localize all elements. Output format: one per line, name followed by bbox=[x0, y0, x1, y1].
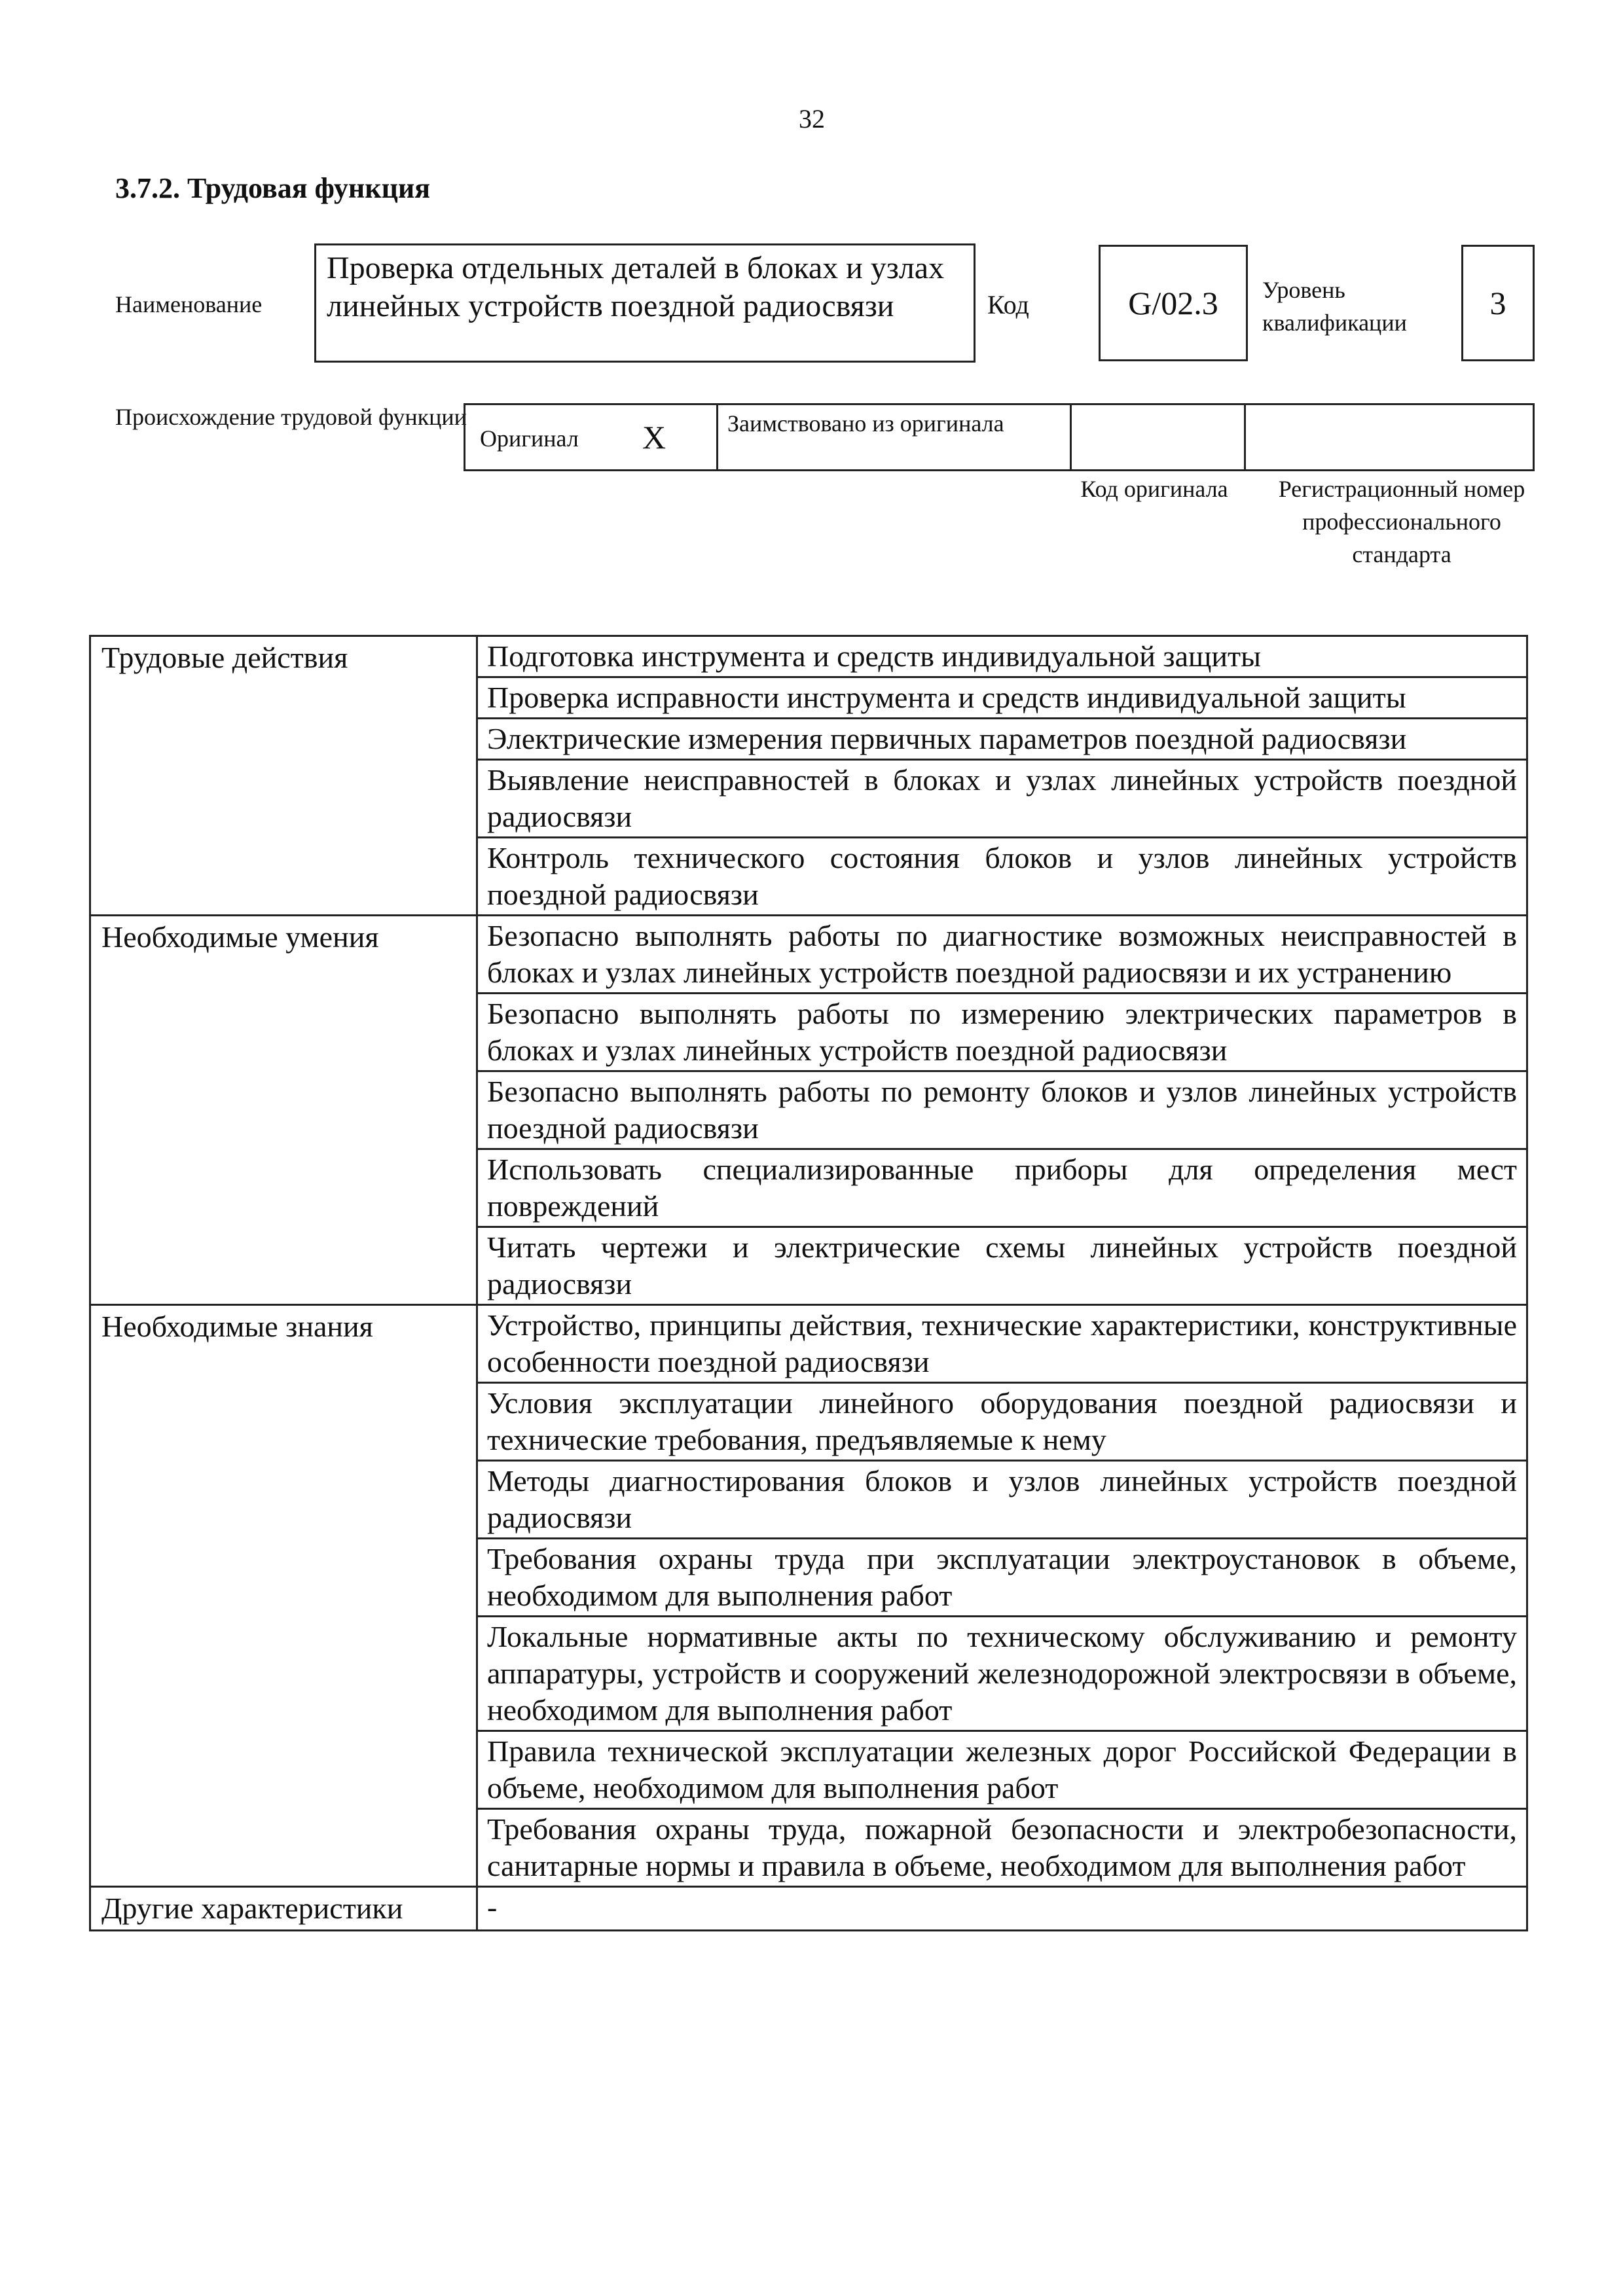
other-value: - bbox=[477, 1887, 1527, 1931]
knowledge-item: Требования охраны труда при эксплуатации электроустановок в объеме, необходимом для выполнения работ bbox=[477, 1539, 1527, 1617]
section-title: 3.7.2. Трудовая функция bbox=[115, 172, 431, 204]
labor-function-table bbox=[89, 635, 1528, 1931]
origin-regnum-cell bbox=[1246, 405, 1533, 469]
level-label-line2: квалификации bbox=[1262, 310, 1407, 336]
action-item: Выявление неисправностей в блоках и узлах линейных устройств поездной радиосвязи bbox=[477, 760, 1527, 838]
origin-borrowed-label: Заимствовано из оригинала bbox=[727, 410, 1004, 437]
skill-item: Безопасно выполнять работы по измерению электрических параметров в блоках и узлах линейных устройств поездной радиосвязи bbox=[477, 994, 1527, 1071]
actions-label: Трудовые действия bbox=[90, 636, 477, 916]
origin-original-mark: X bbox=[642, 419, 666, 456]
table-row bbox=[90, 636, 1527, 677]
knowledge-item: Устройство, принципы действия, технические характеристики, конструктивные особенности поездной радиосвязи bbox=[477, 1305, 1527, 1383]
origin-code-cell bbox=[1072, 405, 1246, 469]
skill-item: Использовать специализированные приборы для определения мест повреждений bbox=[477, 1149, 1527, 1227]
origin-original-cell bbox=[465, 405, 718, 469]
other-label: Другие характеристики bbox=[90, 1887, 477, 1931]
knowledge-item: Локальные нормативные акты по техническому обслуживанию и ремонту аппаратуры, устройств и сооружений железнодорожной электросвязи в объеме, необходимом для выполнения работ bbox=[477, 1617, 1527, 1731]
origin-regnum-caption: Регистрационный номер профессионального стандарта bbox=[1278, 476, 1525, 567]
table-row bbox=[90, 916, 1527, 994]
skills-label: Необходимые умения bbox=[90, 916, 477, 1305]
level-label-line1: Уровень bbox=[1262, 277, 1345, 303]
action-item: Подготовка инструмента и средств индивидуальной защиты bbox=[477, 636, 1527, 677]
knowledge-item: Условия эксплуатации линейного оборудования поездной радиосвязи и технические требования, предъявляемые к нему bbox=[477, 1383, 1527, 1461]
qualification-level-value: 3 bbox=[1461, 245, 1535, 361]
origin-borrowed-cell bbox=[718, 405, 1072, 469]
knowledge-item: Методы диагностирования блоков и узлов линейных устройств поездной радиосвязи bbox=[477, 1461, 1527, 1539]
skill-item: Безопасно выполнять работы по диагностике возможных неисправностей в блоках и узлах линейных устройств поездной радиосвязи и их устранению bbox=[477, 916, 1527, 994]
qualification-level-label bbox=[1262, 274, 1407, 339]
origin-code-caption: Код оригинала bbox=[1080, 476, 1228, 502]
origin-original-label: Оригинал bbox=[480, 425, 579, 452]
origin-row bbox=[464, 403, 1535, 471]
name-label: Наименование bbox=[115, 291, 263, 317]
knowledge-item: Требования охраны труда, пожарной безопасности и электробезопасности, санитарные нормы и правила в объеме, необходимом для выполнения работ bbox=[477, 1809, 1527, 1887]
action-item: Контроль технического состояния блоков и узлов линейных устройств поездной радиосвязи bbox=[477, 838, 1527, 916]
knowledge-label: Необходимые знания bbox=[90, 1305, 477, 1887]
code-value: G/02.3 bbox=[1099, 245, 1248, 361]
table-row bbox=[90, 1305, 1527, 1383]
action-item: Электрические измерения первичных параметров поездной радиосвязи bbox=[477, 719, 1527, 760]
name-value: Проверка отдельных деталей в блоках и узлах линейных устройств поездной радиосвязи bbox=[314, 243, 976, 363]
origin-label: Происхождение трудовой функции bbox=[115, 404, 467, 430]
page-number: 32 bbox=[799, 104, 825, 134]
knowledge-item: Правила технической эксплуатации железных дорог Российской Федерации в объеме, необходимом для выполнения работ bbox=[477, 1731, 1527, 1809]
skill-item: Безопасно выполнять работы по ремонту блоков и узлов линейных устройств поездной радиосвязи bbox=[477, 1071, 1527, 1149]
skill-item: Читать чертежи и электрические схемы линейных устройств поездной радиосвязи bbox=[477, 1227, 1527, 1305]
action-item: Проверка исправности инструмента и средств индивидуальной защиты bbox=[477, 677, 1527, 719]
code-label: Код bbox=[987, 290, 1029, 319]
table-row bbox=[90, 1887, 1527, 1931]
